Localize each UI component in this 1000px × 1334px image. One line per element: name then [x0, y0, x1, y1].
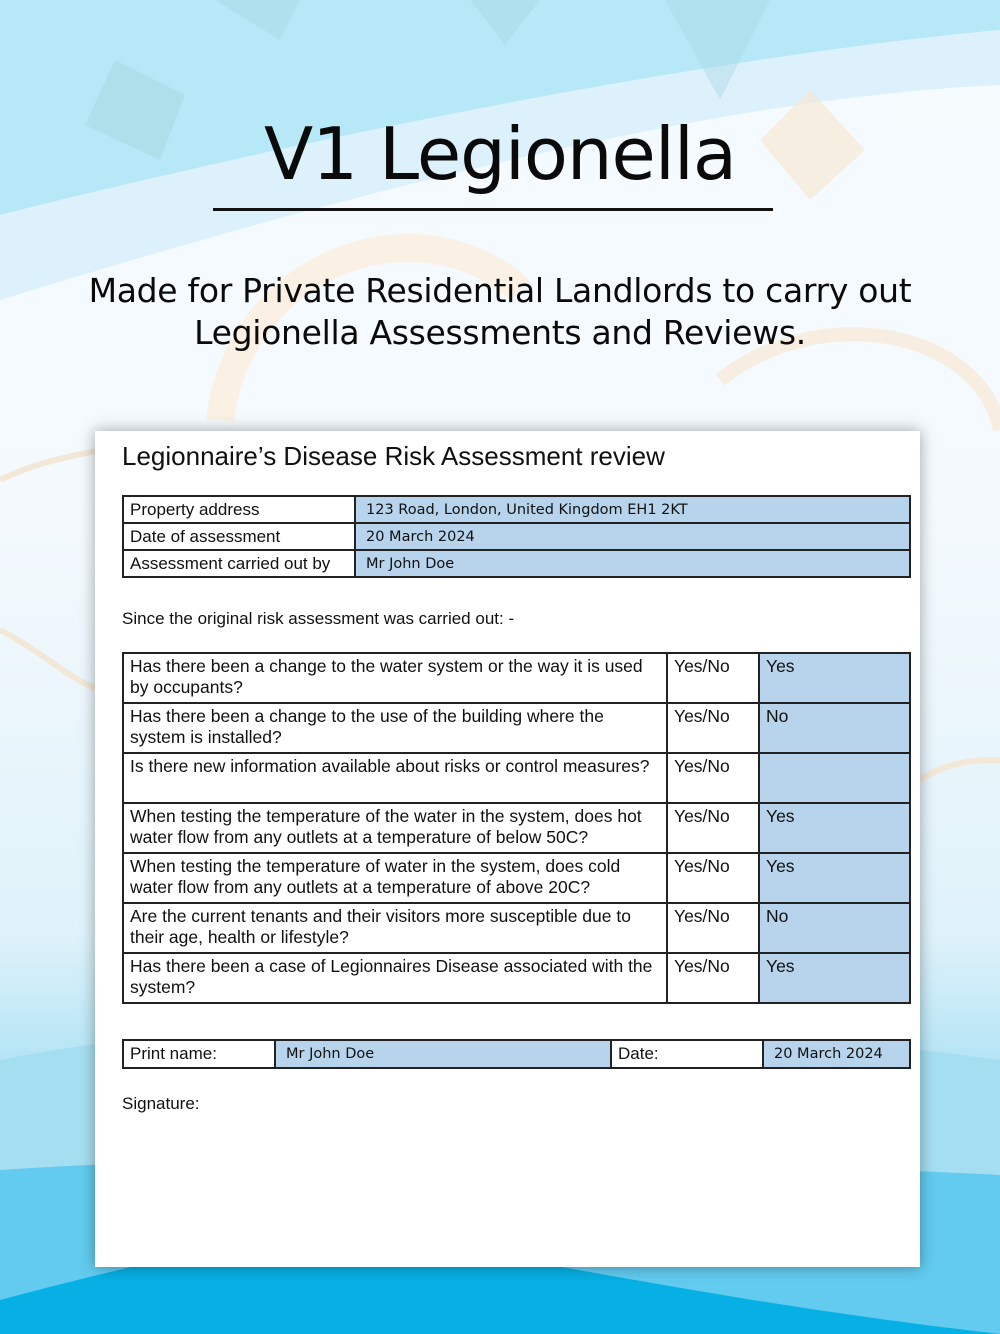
sign-off-row	[123, 1040, 910, 1068]
question-row	[123, 753, 910, 803]
answer-field[interactable]	[759, 753, 910, 803]
question-text: Is there new information available about risks or control measures?	[123, 753, 667, 803]
answer-field[interactable]: Yes	[759, 853, 910, 903]
question-row	[123, 953, 910, 1003]
since-label: Since the original risk assessment was carried out: -	[122, 609, 515, 628]
document-title: Legionnaire’s Disease Risk Assessment review	[122, 441, 665, 471]
info-row-property-address	[123, 496, 910, 523]
answer-field[interactable]: Yes	[759, 653, 910, 703]
assessment-info-table	[122, 495, 911, 578]
question-row	[123, 653, 910, 703]
question-text: Are the current tenants and their visitors more susceptible due to their age, health or lifestyle?	[123, 903, 667, 953]
document-page	[95, 431, 920, 1267]
question-options: Yes/No	[667, 653, 759, 703]
answer-field[interactable]: No	[759, 703, 910, 753]
date-label: Date:	[611, 1040, 763, 1068]
hero-title: V1 Legionella	[264, 112, 736, 196]
info-label: Assessment carried out by	[123, 550, 355, 577]
question-options: Yes/No	[667, 753, 759, 803]
hero-subtitle: Made for Private Residential Landlords to carry out Legionella Assessments and Reviews.	[88, 271, 912, 352]
bg-curve	[0, 630, 100, 690]
sign-off-table	[122, 1039, 911, 1069]
answer-field[interactable]: No	[759, 903, 910, 953]
bg-curve	[0, 450, 100, 480]
question-text: When testing the temperature of water in the system, does cold water flow from any outlets at a temperature of above 20C?	[123, 853, 667, 903]
question-row	[123, 903, 910, 953]
question-options: Yes/No	[667, 803, 759, 853]
answer-field[interactable]: Yes	[759, 953, 910, 1003]
assessor-field[interactable]: Mr John Doe	[355, 550, 910, 577]
info-label: Date of assessment	[123, 523, 355, 550]
question-options: Yes/No	[667, 903, 759, 953]
question-options: Yes/No	[667, 953, 759, 1003]
sign-date-field[interactable]: 20 March 2024	[763, 1040, 910, 1068]
question-text: When testing the temperature of the water in the system, does hot water flow from any outlets at a temperature of below 50C?	[123, 803, 667, 853]
bg-curve	[920, 760, 1000, 780]
question-row	[123, 703, 910, 753]
questions-table	[122, 652, 911, 1004]
info-row-date-of-assessment	[123, 523, 910, 550]
question-options: Yes/No	[667, 853, 759, 903]
question-options: Yes/No	[667, 703, 759, 753]
question-text: Has there been a change to the water system or the way it is used by occupants?	[123, 653, 667, 703]
property-address-field[interactable]: 123 Road, London, United Kingdom EH1 2KT	[355, 496, 910, 523]
question-row	[123, 803, 910, 853]
print-name-field[interactable]: Mr John Doe	[275, 1040, 611, 1068]
question-text: Has there been a change to the use of the building where the system is installed?	[123, 703, 667, 753]
signature-label: Signature:	[122, 1094, 200, 1113]
answer-field[interactable]: Yes	[759, 803, 910, 853]
print-name-label: Print name:	[123, 1040, 275, 1068]
title-underline	[213, 208, 773, 211]
question-text: Has there been a case of Legionnaires Disease associated with the system?	[123, 953, 667, 1003]
info-label: Property address	[123, 496, 355, 523]
info-row-assessor	[123, 550, 910, 577]
question-row	[123, 853, 910, 903]
assessment-date-field[interactable]: 20 March 2024	[355, 523, 910, 550]
